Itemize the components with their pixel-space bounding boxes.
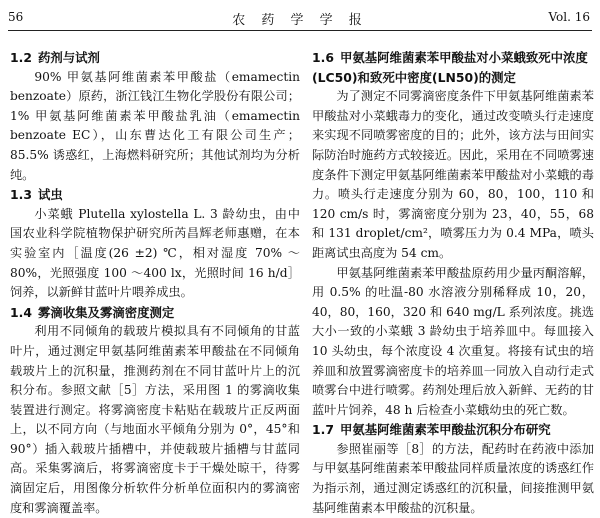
section-paragraph: 为了测定不同雾滴密度条件下甲氨基阿维菌素苯甲酸盐对小菜蛾毒力的变化，通过改变喷头行走速度来实现不同喷雾密度的目的；此外，该方法与田间实际防治时施药方式较接近。因此，采用在不同喷雾速度条件下测定甲氨基阿维菌素苯甲酸盐对小菜蛾的毒力。喷头行走速度分别为 60，80，100，110 和 120 cm/s 时，雾滴密度分别为 23，40，55，68 和 131 droplet/cm²，喷雾压力为 0.4 MPa，喷头距离试虫高度为 54 cm。	[312, 89, 594, 260]
section-title: 试虫	[38, 187, 63, 203]
section-paragraph: 90% 甲氨基阿维菌素苯甲酸盐（emamectin benzoate）原药，浙江钱江生物化学股份有限公司；1% 甲氨基阿维菌素苯甲酸盐乳油（emamectin benzoate EC），山东曹达化工有限公司生产；85.5% 诱惑红，上海燃料研究所；其他试剂均为分析纯。	[10, 69, 300, 182]
header-rule	[8, 30, 592, 31]
section-paragraph: 小菜蛾 Plutella xylostella L. 3 龄幼虫，由中国农业科学院植物保护研究所芮昌辉老师惠赠，在本实验室内［温度(26 ±2) ℃，相对湿度 70% ～80%，光照强度 100 ～400 lx，光照时间 16 h/d］饲养，以新鲜甘蓝叶片喂养成虫。	[10, 206, 300, 300]
section-heading-1-3	[10, 185, 300, 205]
section-paragraph: 参照崔丽等［8］的方法，配药时在药液中添加与甲氨基阿维菌素苯甲酸盐同样质量浓度的诱惑红作为指示剂，通过测定诱惑红的沉积量，间接推测甲氨基阿维菌素本甲酸盐的沉积量。	[312, 441, 594, 515]
section-heading-1-7	[312, 420, 594, 440]
section-number: 1.7	[312, 422, 334, 438]
section-title: 药剂与试剂	[38, 50, 100, 65]
section-number: 1.3	[10, 187, 32, 203]
section-title: 雾滴收集及雾滴密度测定	[38, 304, 175, 320]
section-heading-1-2	[10, 48, 300, 68]
right-column	[312, 48, 594, 518]
section-number: 1.6	[312, 50, 334, 65]
volume-label: Vol. 16	[548, 10, 590, 24]
section-heading-1-6	[312, 48, 594, 87]
section-title: 甲氨基阿维菌素苯甲酸盐对小菜蛾致死中浓度(LC50)和致死中密度(LN50)的测定	[312, 50, 588, 85]
section-number: 1.4	[10, 304, 32, 320]
page-header	[0, 0, 600, 34]
section-heading-1-4	[10, 303, 300, 323]
left-column	[10, 48, 300, 518]
page-number: 56	[8, 10, 24, 24]
section-number: 1.2	[10, 50, 32, 65]
section-title: 甲氨基阿维菌素苯甲酸盐沉积分布研究	[340, 422, 551, 438]
journal-title: 农 药 学 学 报	[232, 13, 368, 28]
section-paragraph: 甲氨基阿维菌素苯甲酸盐原药用少量丙酮溶解，用 0.5% 的吐温-80 水溶液分别稀释成 10，20，40，80，160，320 和 640 mg/L 系列浓度。挑选大小一致的小菜蛾 3 龄幼虫于培养皿中。每皿接入 10 头幼虫，每个浓度设 4 次重复。将接有试虫的培养皿和放置雾滴密度卡的培养皿一同放入自动行走式喷雾台中进行喷雾。药剂处理后放入新鲜、无药的甘蓝叶片饲养，48 h 后检查小菜蛾幼虫的死亡数。	[312, 265, 594, 417]
section-paragraph: 利用不同倾角的载玻片模拟具有不同倾角的甘蓝叶片，通过测定甲氨基阿维菌素苯甲酸盐在不同倾角载玻片上的沉积量，推测药剂在不同甘蓝叶片上的沉积分布。参照文献［5］方法，采用图 1 的雾滴收集装置进行测定。将雾滴密度卡粘贴在载玻片正反两面上，以不同方向（与地面水平倾角分别为 0°，45°和 90°）插入载玻片插槽中，并使载玻片插槽与甘蓝同高。采集雾滴后，将雾滴密度卡于干燥处晾干，待雾滴固定后，用图像分析软件分析单位面积内的雾滴密度和雾滴覆盖率。	[10, 324, 300, 515]
